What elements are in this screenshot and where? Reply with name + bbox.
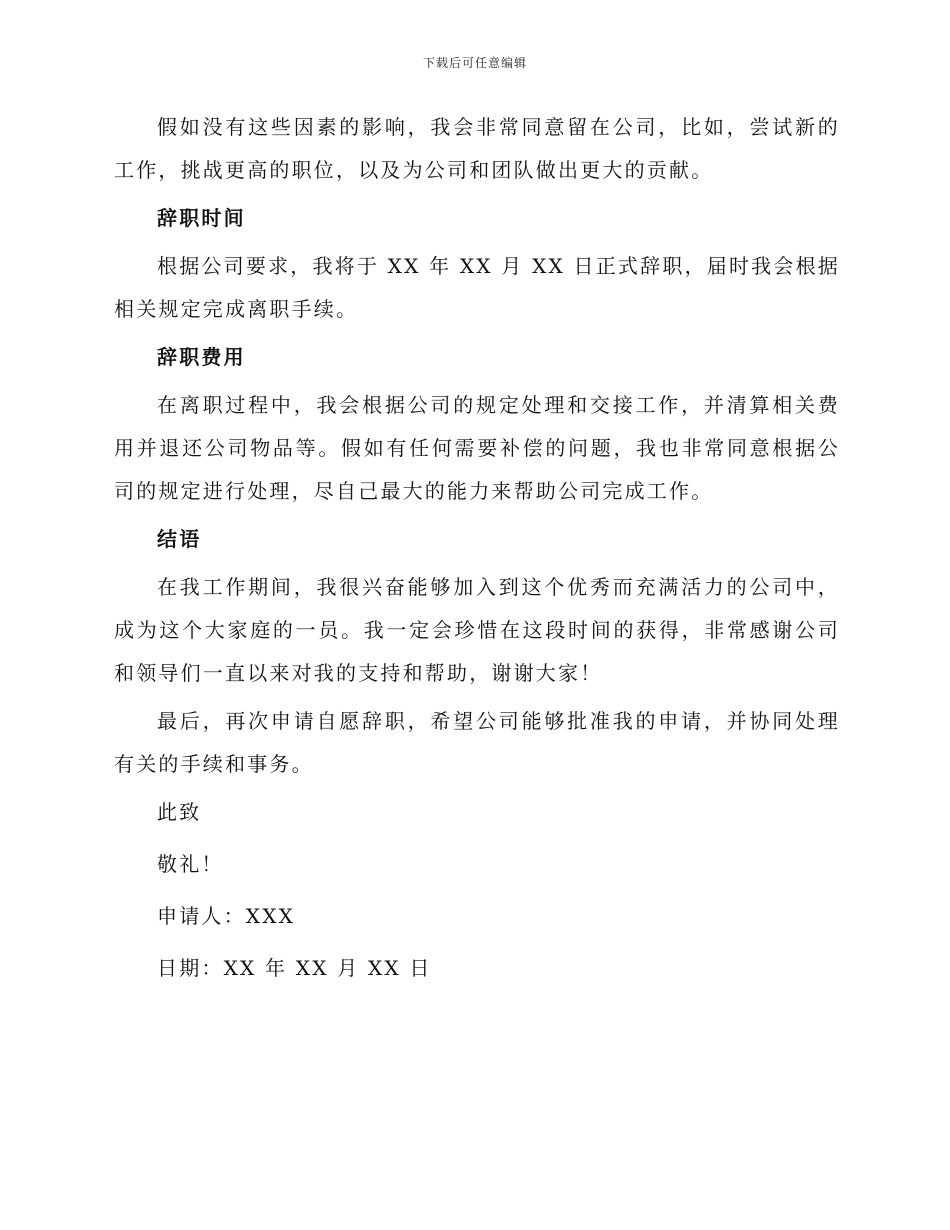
heading-resignation-cost: 辞职费用: [157, 345, 246, 369]
document-body: [114, 106, 840, 999]
heading-conclusion: 结语: [157, 527, 202, 551]
paragraph-resignation-cost: 在离职过程中，我会根据公司的规定处理和交接工作，并清算相关费用并退还公司物品等。假如有任何需要补偿的问题，我也非常同意根据公司的规定进行处理，尽自己最大的能力来帮助公司完成工作。: [114, 393, 840, 503]
heading-resignation-time: 辞职时间: [157, 206, 246, 230]
closing-salutation: 此致: [157, 800, 202, 824]
paragraph-conclusion-1: 在我工作期间，我很兴奋能够加入到这个优秀而充满活力的公司中，成为这个大家庭的一员。我一定会珍惜在这段时间的获得，非常感谢公司和领导们一直以来对我的支持和帮助，谢谢大家！: [114, 575, 840, 685]
header-note: 下载后可任意编辑: [422, 56, 527, 70]
paragraph-conclusion-2: 最后，再次申请自愿辞职，希望公司能够批准我的申请，并协同处理有关的手续和事务。: [114, 709, 840, 776]
date-line: 日期：XX 年 XX 月 XX 日: [157, 956, 432, 980]
paragraph-resignation-time: 根据公司要求，我将于 XX 年 XX 月 XX 日正式辞职，届时我会根据相关规定完成离职手续。: [114, 254, 840, 321]
closing-regards: 敬礼！: [157, 852, 224, 876]
applicant-line: 申请人：XXX: [157, 904, 296, 928]
paragraph-intro: 假如没有这些因素的影响，我会非常同意留在公司，比如，尝试新的工作，挑战更高的职位，以及为公司和团队做出更大的贡献。: [114, 115, 840, 182]
